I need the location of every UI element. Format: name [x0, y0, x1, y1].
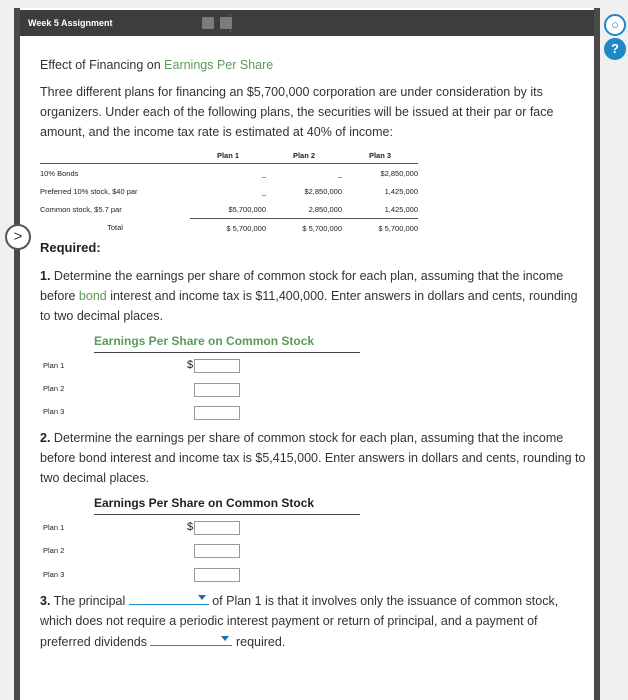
q1-eps-title: Earnings Per Share on Common Stock	[94, 334, 315, 348]
q1-plan-1-label: Plan 1	[43, 361, 65, 370]
required-label: Required:	[40, 240, 101, 255]
earnings-per-share-link[interactable]: Earnings Per Share	[164, 58, 274, 72]
q2-plan-2-label: Plan 2	[43, 546, 65, 555]
q2-plan-3-eps-input[interactable]	[194, 568, 240, 582]
q2-eps-title: Earnings Per Share on Common Stock	[94, 496, 315, 510]
q1-eps-underline	[94, 352, 360, 353]
q2-dollar-sign: $	[187, 521, 194, 533]
headset-icon[interactable]: ○	[604, 14, 626, 36]
dividends-dropdown[interactable]	[150, 631, 232, 646]
calculator-icon[interactable]	[220, 17, 232, 29]
q1-dollar-sign: $	[187, 359, 194, 371]
q1-plan-2-eps-input[interactable]	[194, 383, 240, 397]
table-total-row: Total $ 5,700,000 $ 5,700,000 $ 5,700,000	[40, 219, 418, 238]
q1-plan-3-label: Plan 3	[43, 407, 65, 416]
financing-plans-table	[40, 147, 418, 237]
chevron-down-icon	[198, 595, 206, 600]
table-row: 10% Bonds _ _ $2,850,000	[40, 168, 418, 178]
q2-plan-1-eps-input[interactable]	[194, 521, 240, 535]
intro-paragraph: Three different plans for financing an $5,700,000 corporation are under consideration by its organizers. Under each of the following plans, the securities will be issued at their par or face amount, and the income tax rate is estimated at 40% of income:	[40, 85, 554, 139]
help-button[interactable]: ?	[604, 38, 626, 60]
heading-prefix: Effect of Financing on	[40, 58, 165, 72]
table-row: Preferred 10% stock, $40 par _ $2,850,000 1,425,000	[40, 186, 418, 196]
right-side-panel	[600, 8, 628, 700]
q1-plan-2-label: Plan 2	[43, 384, 65, 393]
plan-2-header: Plan 2	[266, 147, 342, 164]
q2-plan-1-label: Plan 1	[43, 523, 65, 532]
question-2-text: 2. Determine the earnings per share of common stock for each plan, assuming that the income before bond interest and income tax is $5,415,000. Enter answers in dollars and cents, rounding to two decimal places.	[40, 431, 586, 485]
q2-eps-underline	[94, 514, 360, 515]
question-3-text: 3. The principal of Plan 1 is that it involves only the issuance of common stock, which does not require a periodic interest payment or return of principal, and a payment of preferred dividends required.	[40, 590, 588, 652]
q2-plan-2-eps-input[interactable]	[194, 544, 240, 558]
q1-plan-3-eps-input[interactable]	[194, 406, 240, 420]
expand-panel-button[interactable]: >	[5, 224, 31, 250]
q2-plan-3-label: Plan 3	[43, 570, 65, 579]
q1-plan-1-eps-input[interactable]	[194, 359, 240, 373]
chevron-down-icon	[221, 636, 229, 641]
bond-link[interactable]: bond	[78, 289, 107, 303]
table-row: Common stock, $5.7 par $5,700,000 2,850,000 1,425,000	[40, 204, 418, 214]
principal-dropdown[interactable]	[129, 590, 209, 605]
window-title: Week 5 Assignment	[28, 18, 113, 28]
book-icon[interactable]	[202, 17, 214, 29]
question-1-text: 1. Determine the earnings per share of common stock for each plan, assuming that the income before bond interest and income tax is $11,400,000. Enter answers in dollars and cents, rounding to two decimal places.	[40, 269, 578, 323]
window-titlebar	[20, 10, 594, 36]
plan-1-header: Plan 1	[190, 147, 266, 164]
page-heading	[40, 58, 273, 72]
plan-3-header: Plan 3	[342, 147, 418, 164]
